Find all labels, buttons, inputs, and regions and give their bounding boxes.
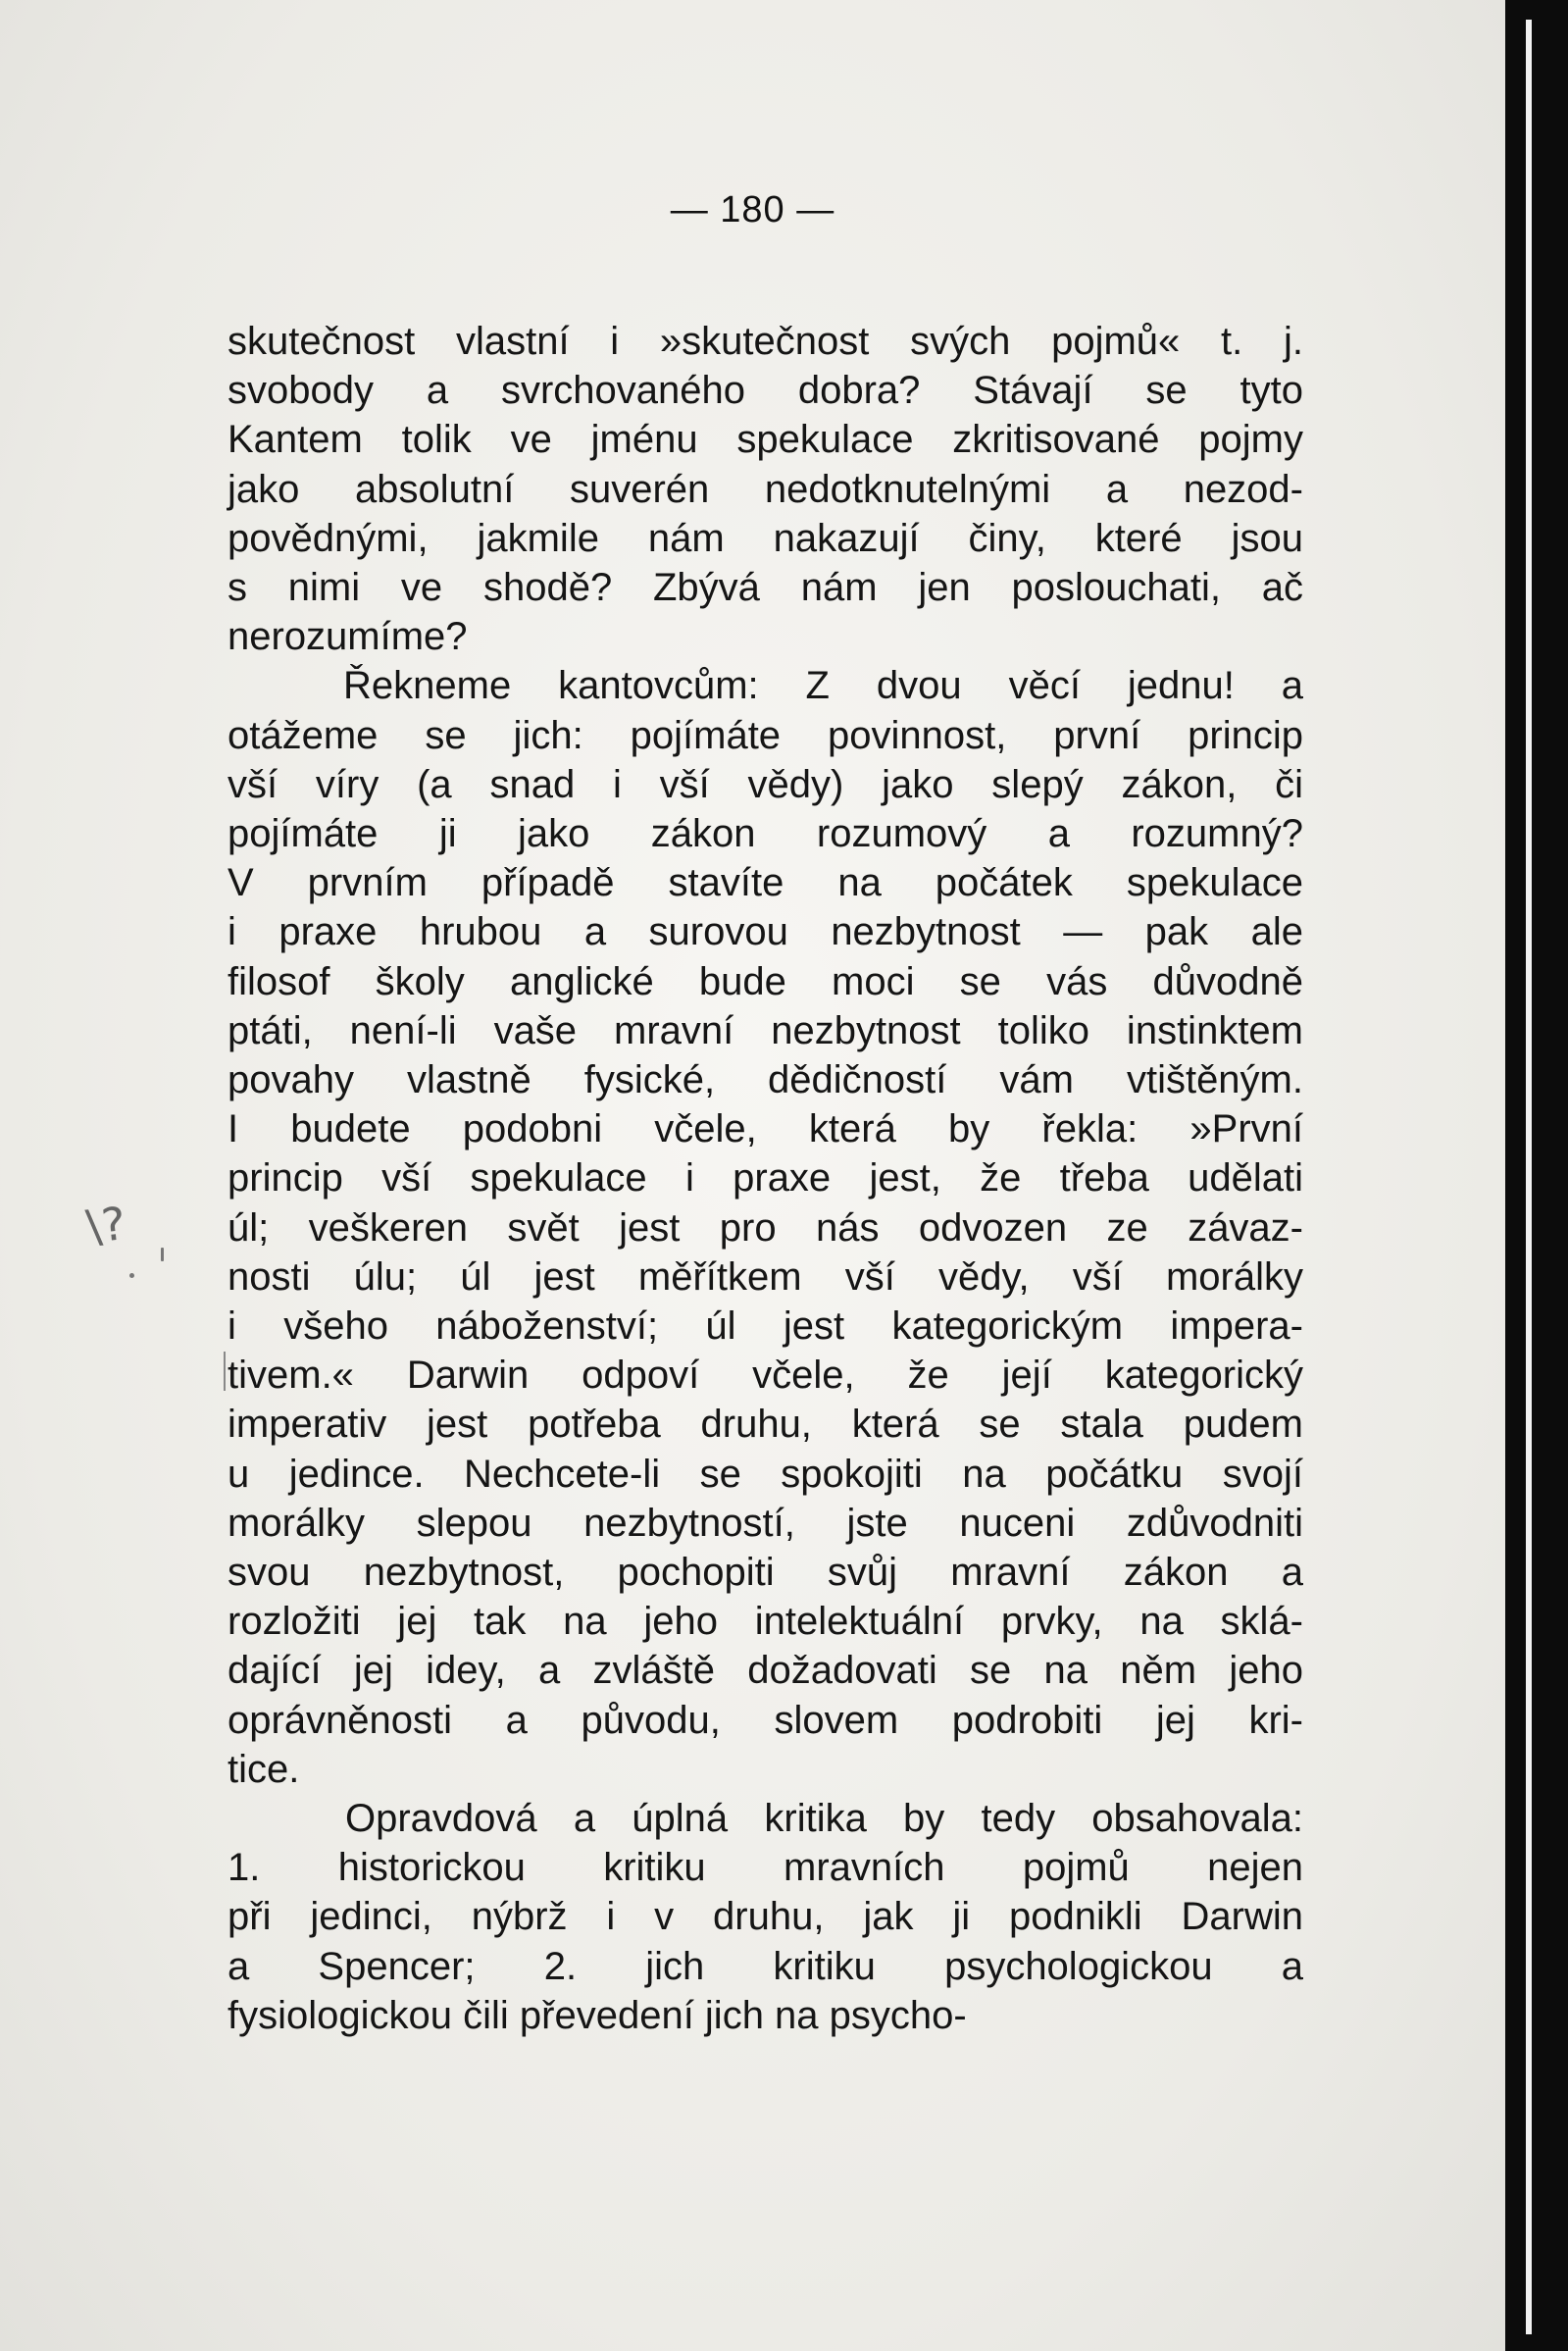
page-number: — 180 — xyxy=(670,189,835,230)
text-line: a Spencer; 2. jich kritiku psychologickou a xyxy=(228,1944,1303,1988)
text-line: Kantem tolik ve jménu spekulace zkritisované pojmy xyxy=(228,418,1303,462)
text-line: tivem.« Darwin odpoví včele, že její kategorický xyxy=(228,1354,1303,1398)
text-line: tice. xyxy=(228,1747,300,1791)
text-line: 1. historickou kritiku mravních pojmů nejen xyxy=(228,1846,1303,1890)
text-line: Řekneme kantovcům: Z dvou věcí jednu! a xyxy=(343,664,1303,708)
margin-mark xyxy=(161,1248,164,1261)
text-line: imperativ jest potřeba druhu, která se stala pudem xyxy=(228,1403,1303,1447)
text-line: svou nezbytnost, pochopiti svůj mravní zákon a xyxy=(228,1551,1303,1594)
text-line: princip vší spekulace i praxe jest, že třeba udělati xyxy=(228,1156,1303,1201)
scan-edge xyxy=(1505,0,1568,2351)
text-line: jako absolutní suverén nedotknutelnými a nezod- xyxy=(228,467,1303,511)
text-line: povahy vlastně fysické, dědičností vám vtištěným. xyxy=(228,1058,1303,1101)
text-line: ptáti, není-li vaše mravní nezbytnost toliko instinktem xyxy=(228,1008,1303,1052)
spine-line xyxy=(1526,20,1532,2334)
text-line: i všeho náboženství; úl jest kategorickým impera- xyxy=(228,1304,1303,1348)
text-line: i praxe hrubou a surovou nezbytnost — pak ale xyxy=(228,910,1303,954)
text-line: filosof školy anglické bude moci se vás důvodně xyxy=(228,959,1303,1003)
margin-mark xyxy=(129,1273,134,1278)
text-line: povědnými, jakmile nám nakazují činy, které jsou xyxy=(228,516,1303,560)
text-line: nerozumíme? xyxy=(228,615,468,659)
text-line: s nimi ve shodě? Zbývá nám jen poslouchati, ač xyxy=(228,566,1303,609)
text-line: fysiologickou čili převedení jich na psycho- xyxy=(228,1993,967,2037)
text-line: u jedince. Nechcete-li se spokojiti na počátku svojí xyxy=(228,1452,1303,1496)
text-line: skutečnost vlastní i »skutečnost svých pojmů« t. j. xyxy=(228,320,1303,363)
text-line: vší víry (a snad i vší vědy) jako slepý zákon, či xyxy=(228,762,1303,806)
text-line: Opravdová a úplná kritika by tedy obsahovala: xyxy=(345,1797,1303,1840)
text-line: rozložiti jej tak na jeho intelektuální prvky, na sklá- xyxy=(228,1600,1303,1644)
text-line: pojímáte ji jako zákon rozumový a rozumný? xyxy=(228,812,1303,855)
text-line: I budete podobni včele, která by řekla: »První xyxy=(228,1107,1303,1151)
text-line: svobody a svrchovaného dobra? Stávají se tyto xyxy=(228,369,1303,413)
text-line: otážeme se jich: pojímáte povinnost, první princip xyxy=(228,713,1303,757)
margin-bracket xyxy=(224,1352,226,1391)
text-line: úl; veškeren svět jest pro nás odvozen ze závaz- xyxy=(228,1205,1303,1250)
text-line: nosti úlu; úl jest měřítkem vší vědy, vší morálky xyxy=(228,1254,1303,1299)
margin-annotation: \? xyxy=(83,1197,128,1253)
text-line: oprávněnosti a původu, slovem podrobiti jej kri- xyxy=(228,1698,1303,1742)
text-line: V prvním případě stavíte na počátek spekulace xyxy=(228,861,1303,905)
text-line: při jedinci, nýbrž i v druhu, jak ji podnikli Darwin xyxy=(228,1895,1303,1939)
text-line: morálky slepou nezbytností, jste nuceni zdůvodniti xyxy=(228,1501,1303,1545)
text-line: dající jej idey, a zvláště dožadovati se na něm jeho xyxy=(228,1649,1303,1693)
